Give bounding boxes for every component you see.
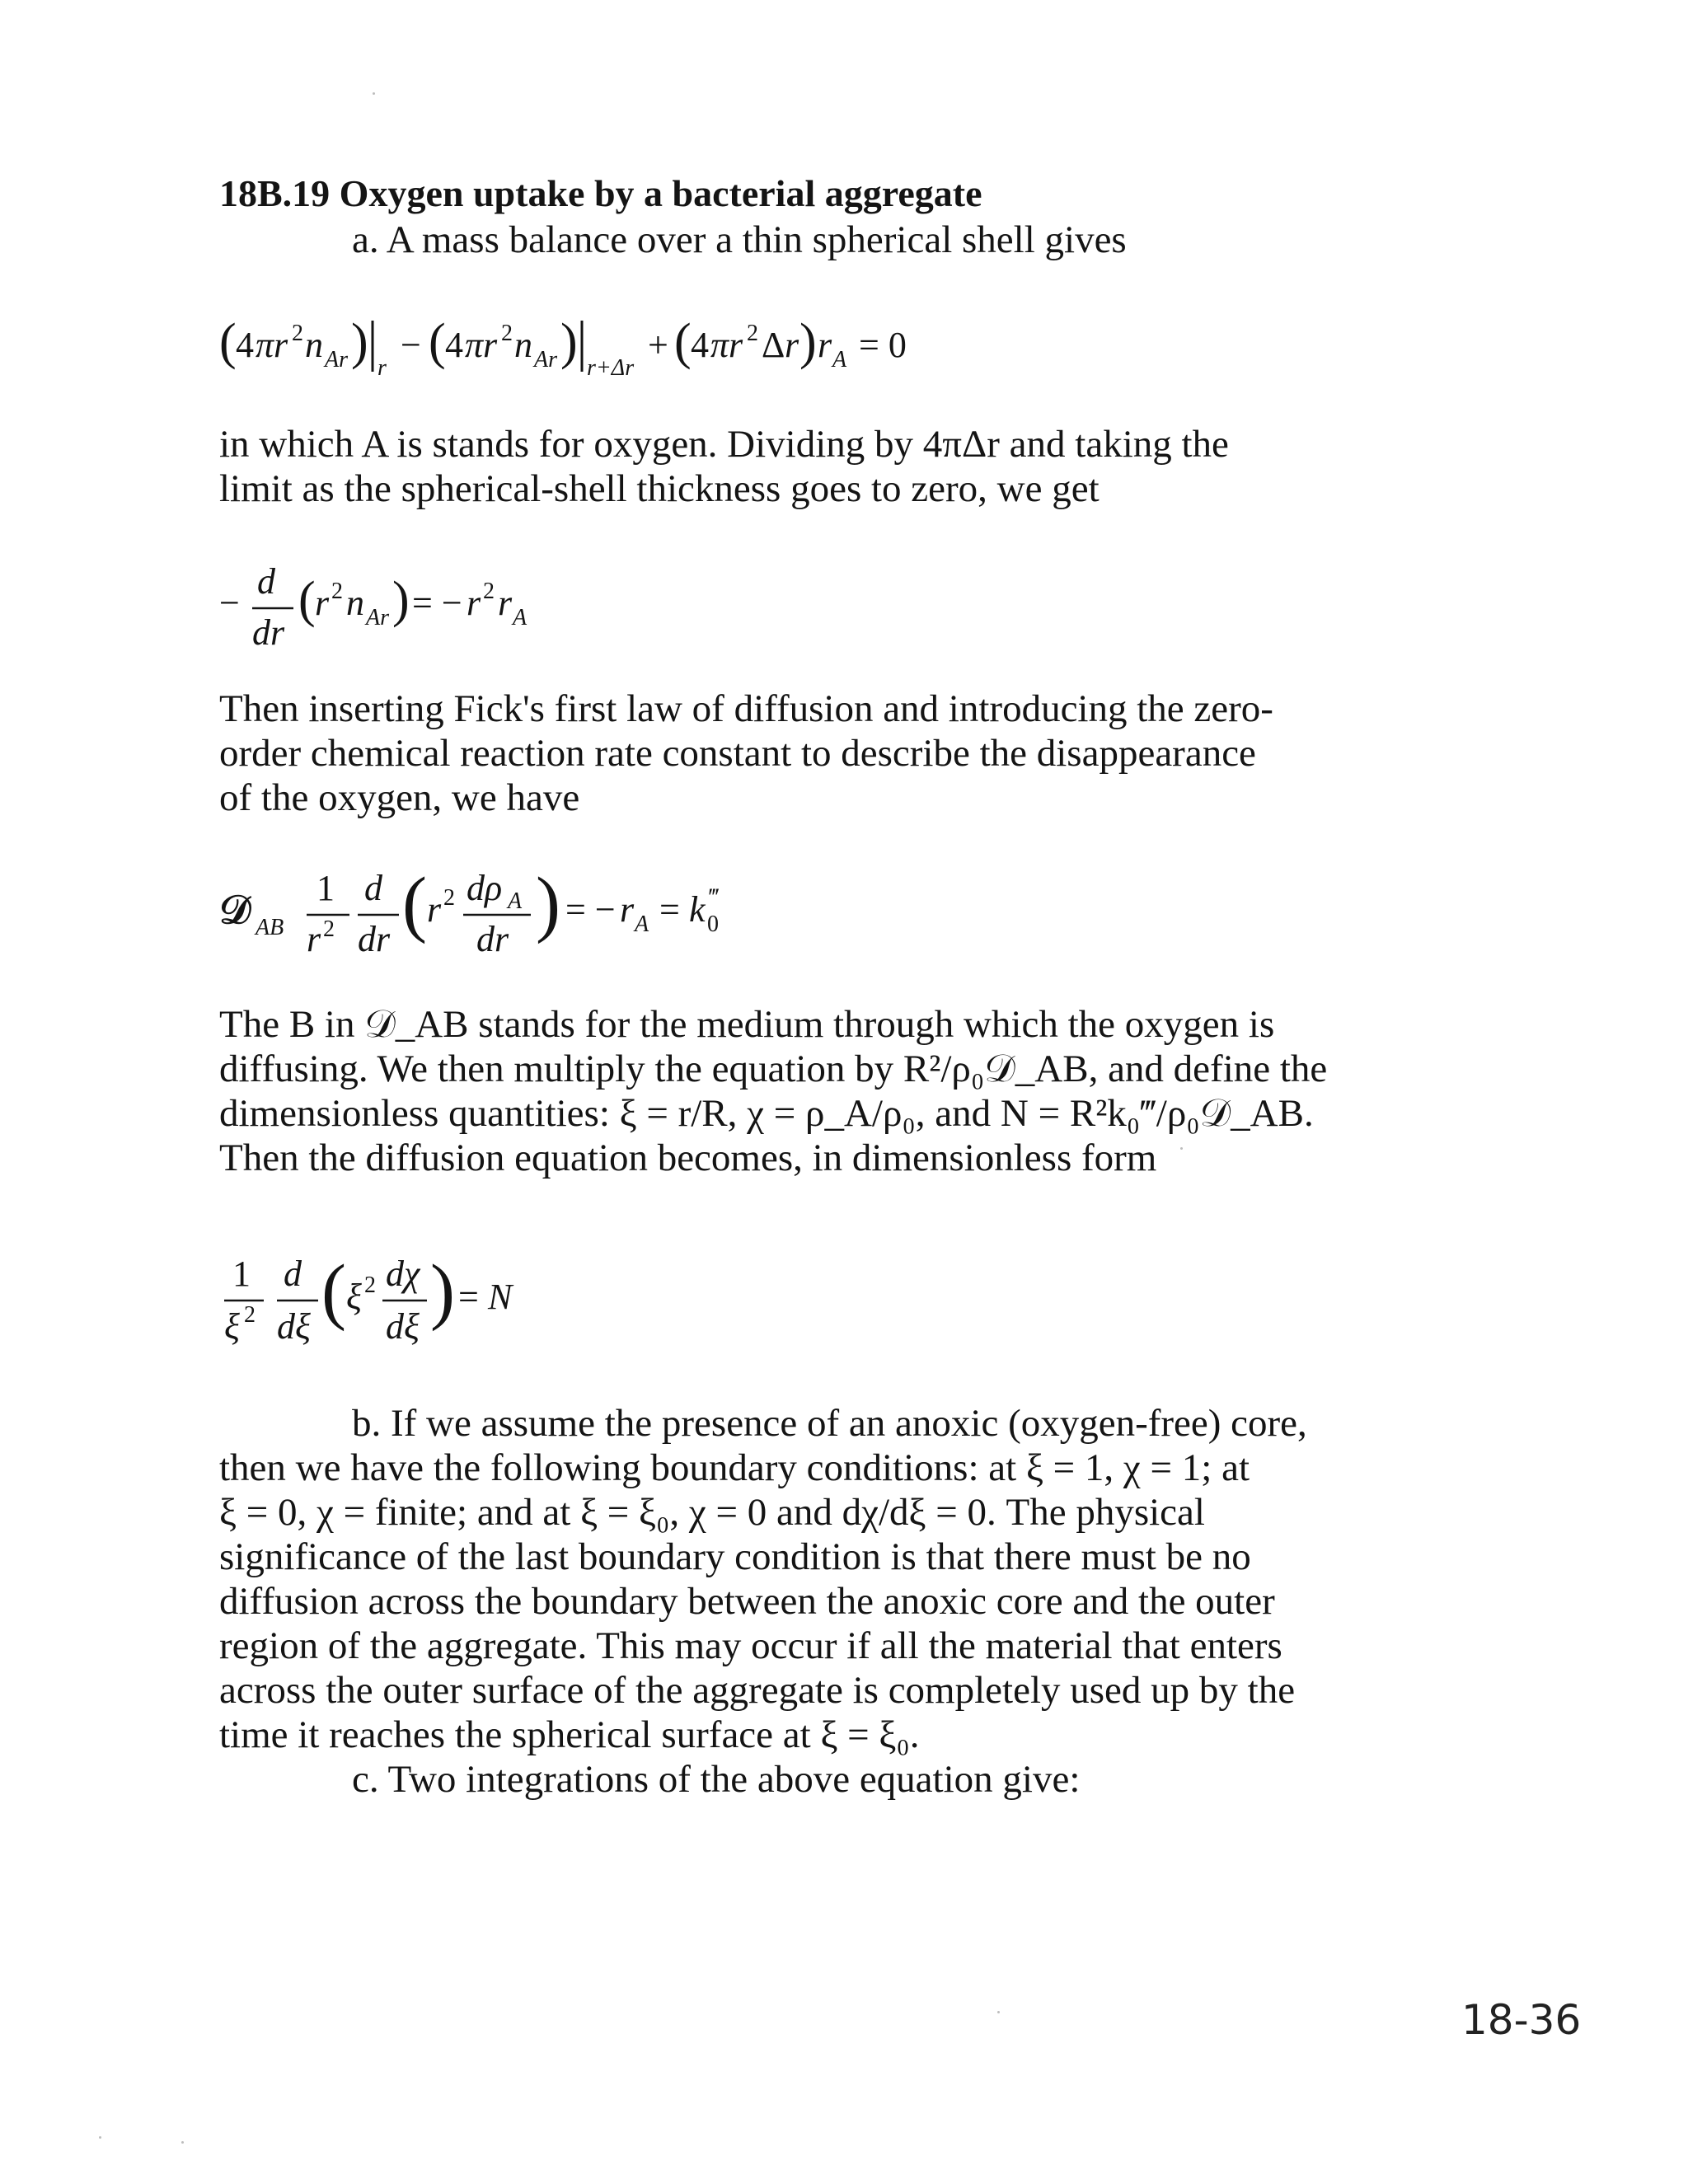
part-a-intro: a. A mass balance over a thin spherical shell gives bbox=[352, 218, 1127, 261]
svg-text:= 0: = 0 bbox=[859, 325, 907, 365]
svg-text:2: 2 bbox=[323, 916, 335, 942]
svg-text:dρ: dρ bbox=[467, 868, 503, 908]
svg-text:): ) bbox=[351, 314, 368, 370]
svg-text:d: d bbox=[257, 561, 275, 602]
part-b-line-4: significance of the last boundary condition is that there must be no bbox=[219, 1535, 1251, 1578]
svg-text:= −: = − bbox=[565, 889, 616, 930]
svg-text:): ) bbox=[536, 863, 560, 944]
svg-text:+: + bbox=[648, 325, 668, 365]
part-c-intro: c. Two integrations of the above equation give: bbox=[352, 1758, 1081, 1801]
svg-text:πr: πr bbox=[465, 325, 498, 365]
svg-text:r: r bbox=[467, 583, 481, 623]
scan-speck bbox=[181, 2141, 184, 2144]
svg-text:4: 4 bbox=[445, 325, 463, 365]
svg-text:r: r bbox=[427, 889, 442, 930]
part-b-line-2: then we have the following boundary conditions: at ξ = 1, χ = 1; at bbox=[219, 1446, 1250, 1489]
svg-text:ξ: ξ bbox=[346, 1277, 362, 1317]
svg-text:1: 1 bbox=[232, 1254, 251, 1294]
svg-text:r: r bbox=[377, 355, 387, 381]
svg-text:−: − bbox=[401, 325, 421, 365]
equation-shell-limit bbox=[219, 551, 615, 658]
svg-text:Ar: Ar bbox=[534, 347, 557, 373]
part-b-line-8: time it reaches the spherical surface at ξ = ξ₀. bbox=[219, 1713, 920, 1756]
paragraph-3-line-4: Then the diffusion equation becomes, in dimensionless form bbox=[219, 1137, 1157, 1179]
svg-text:πr: πr bbox=[710, 325, 743, 365]
scan-speck bbox=[373, 92, 375, 95]
svg-text:N: N bbox=[488, 1277, 513, 1317]
svg-text:dr: dr bbox=[476, 919, 509, 959]
svg-text:2: 2 bbox=[244, 1302, 256, 1328]
svg-text:2: 2 bbox=[483, 579, 495, 604]
svg-text:d: d bbox=[284, 1254, 302, 1294]
svg-text:2: 2 bbox=[443, 885, 455, 911]
svg-text:Ar: Ar bbox=[366, 605, 389, 630]
svg-text:n: n bbox=[305, 325, 323, 365]
svg-text:πr: πr bbox=[256, 325, 288, 365]
paragraph-3-line-2: diffusing. We then multiply the equation by R²/ρ₀𝒟_AB, and define the bbox=[219, 1047, 1328, 1090]
paragraph-1-line-2: limit as the spherical-shell thickness goes to zero, we get bbox=[219, 467, 1100, 510]
equation-diffusion-reaction bbox=[219, 857, 813, 972]
svg-text:(: ( bbox=[402, 863, 427, 944]
svg-text:A: A bbox=[508, 888, 523, 914]
svg-text:A: A bbox=[635, 912, 649, 937]
paragraph-2-line-2: order chemical reaction rate constant to describe the disappearance bbox=[219, 732, 1256, 775]
paragraph-2-line-1: Then inserting Fick's first law of diffusion and introducing the zero- bbox=[219, 687, 1273, 730]
scan-speck bbox=[99, 2136, 101, 2139]
svg-text:(: ( bbox=[429, 314, 446, 370]
paragraph-3-line-1: The B in 𝒟_AB stands for the medium through which the oxygen is bbox=[219, 1003, 1275, 1046]
svg-text:dr: dr bbox=[252, 612, 285, 653]
svg-text:dχ: dχ bbox=[386, 1254, 420, 1294]
page-number: 18-36 bbox=[1461, 1996, 1582, 2044]
svg-text:Δ: Δ bbox=[762, 325, 785, 365]
svg-text:): ) bbox=[430, 1250, 455, 1332]
svg-text:(: ( bbox=[219, 314, 237, 370]
paragraph-3-line-3: dimensionless quantities: ξ = r/R, χ = ρ_A/ρ₀, and N = R²k₀‴/ρ₀𝒟_AB. bbox=[219, 1092, 1314, 1135]
svg-text:2: 2 bbox=[331, 579, 343, 604]
svg-text:): ) bbox=[799, 314, 817, 370]
svg-text:r: r bbox=[620, 889, 635, 930]
equation-mass-balance bbox=[219, 309, 978, 391]
svg-text:2: 2 bbox=[292, 321, 303, 346]
svg-text:(: ( bbox=[321, 1250, 346, 1332]
svg-text:n: n bbox=[346, 583, 364, 623]
svg-text:4: 4 bbox=[691, 325, 709, 365]
svg-text:‴: ‴ bbox=[709, 883, 720, 911]
svg-text:r: r bbox=[785, 325, 799, 365]
part-b-line-7: across the outer surface of the aggregate is completely used up by the bbox=[219, 1669, 1296, 1712]
part-b-line-3: ξ = 0, χ = finite; and at ξ = ξ₀, χ = 0 and dχ/dξ = 0. The physical bbox=[219, 1491, 1205, 1534]
svg-text:d: d bbox=[364, 868, 382, 908]
svg-text:2: 2 bbox=[364, 1272, 376, 1298]
svg-text:r+Δr: r+Δr bbox=[587, 355, 635, 381]
svg-text:dξ: dξ bbox=[277, 1306, 311, 1347]
svg-text:−: − bbox=[219, 583, 240, 623]
svg-text:= −: = − bbox=[412, 583, 462, 623]
svg-text:ξ: ξ bbox=[224, 1306, 240, 1347]
svg-text:0: 0 bbox=[707, 912, 719, 937]
paragraph-2-line-3: of the oxygen, we have bbox=[219, 776, 580, 819]
svg-text:2: 2 bbox=[747, 321, 758, 346]
svg-text:dr: dr bbox=[358, 919, 391, 959]
svg-text:): ) bbox=[392, 572, 410, 628]
svg-text:(: ( bbox=[674, 314, 692, 370]
svg-text:r: r bbox=[818, 325, 832, 365]
svg-text:n: n bbox=[514, 325, 532, 365]
svg-text:A: A bbox=[513, 605, 528, 630]
svg-text:1: 1 bbox=[316, 868, 335, 908]
svg-text:r: r bbox=[498, 583, 513, 623]
svg-text:Ar: Ar bbox=[325, 347, 348, 373]
svg-text:dξ: dξ bbox=[386, 1306, 420, 1347]
svg-text:k: k bbox=[689, 889, 706, 930]
svg-text:A: A bbox=[832, 347, 847, 373]
paragraph-1-line-1: in which A is stands for oxygen. Dividing by 4πΔr and taking the bbox=[219, 423, 1229, 466]
svg-text:=: = bbox=[458, 1277, 479, 1317]
svg-text:r: r bbox=[307, 919, 321, 959]
svg-text:=: = bbox=[659, 889, 680, 930]
part-b-line-5: diffusion across the boundary between the anoxic core and the outer bbox=[219, 1580, 1275, 1623]
svg-text:4: 4 bbox=[236, 325, 254, 365]
svg-text:): ) bbox=[560, 314, 578, 370]
equation-dimensionless bbox=[219, 1236, 582, 1360]
scan-speck bbox=[997, 2011, 1000, 2013]
problem-title: 18B.19 Oxygen uptake by a bacterial aggregate bbox=[219, 172, 982, 214]
part-b-line-6: region of the aggregate. This may occur if all the material that enters bbox=[219, 1624, 1282, 1667]
svg-text:𝒟: 𝒟 bbox=[219, 888, 251, 932]
scan-speck bbox=[1180, 1147, 1183, 1150]
svg-text:r: r bbox=[315, 583, 330, 623]
svg-text:2: 2 bbox=[501, 321, 513, 346]
svg-text:(: ( bbox=[298, 572, 316, 628]
svg-text:AB: AB bbox=[256, 915, 284, 940]
part-b-line-1: b. If we assume the presence of an anoxic (oxygen-free) core, bbox=[352, 1402, 1307, 1445]
